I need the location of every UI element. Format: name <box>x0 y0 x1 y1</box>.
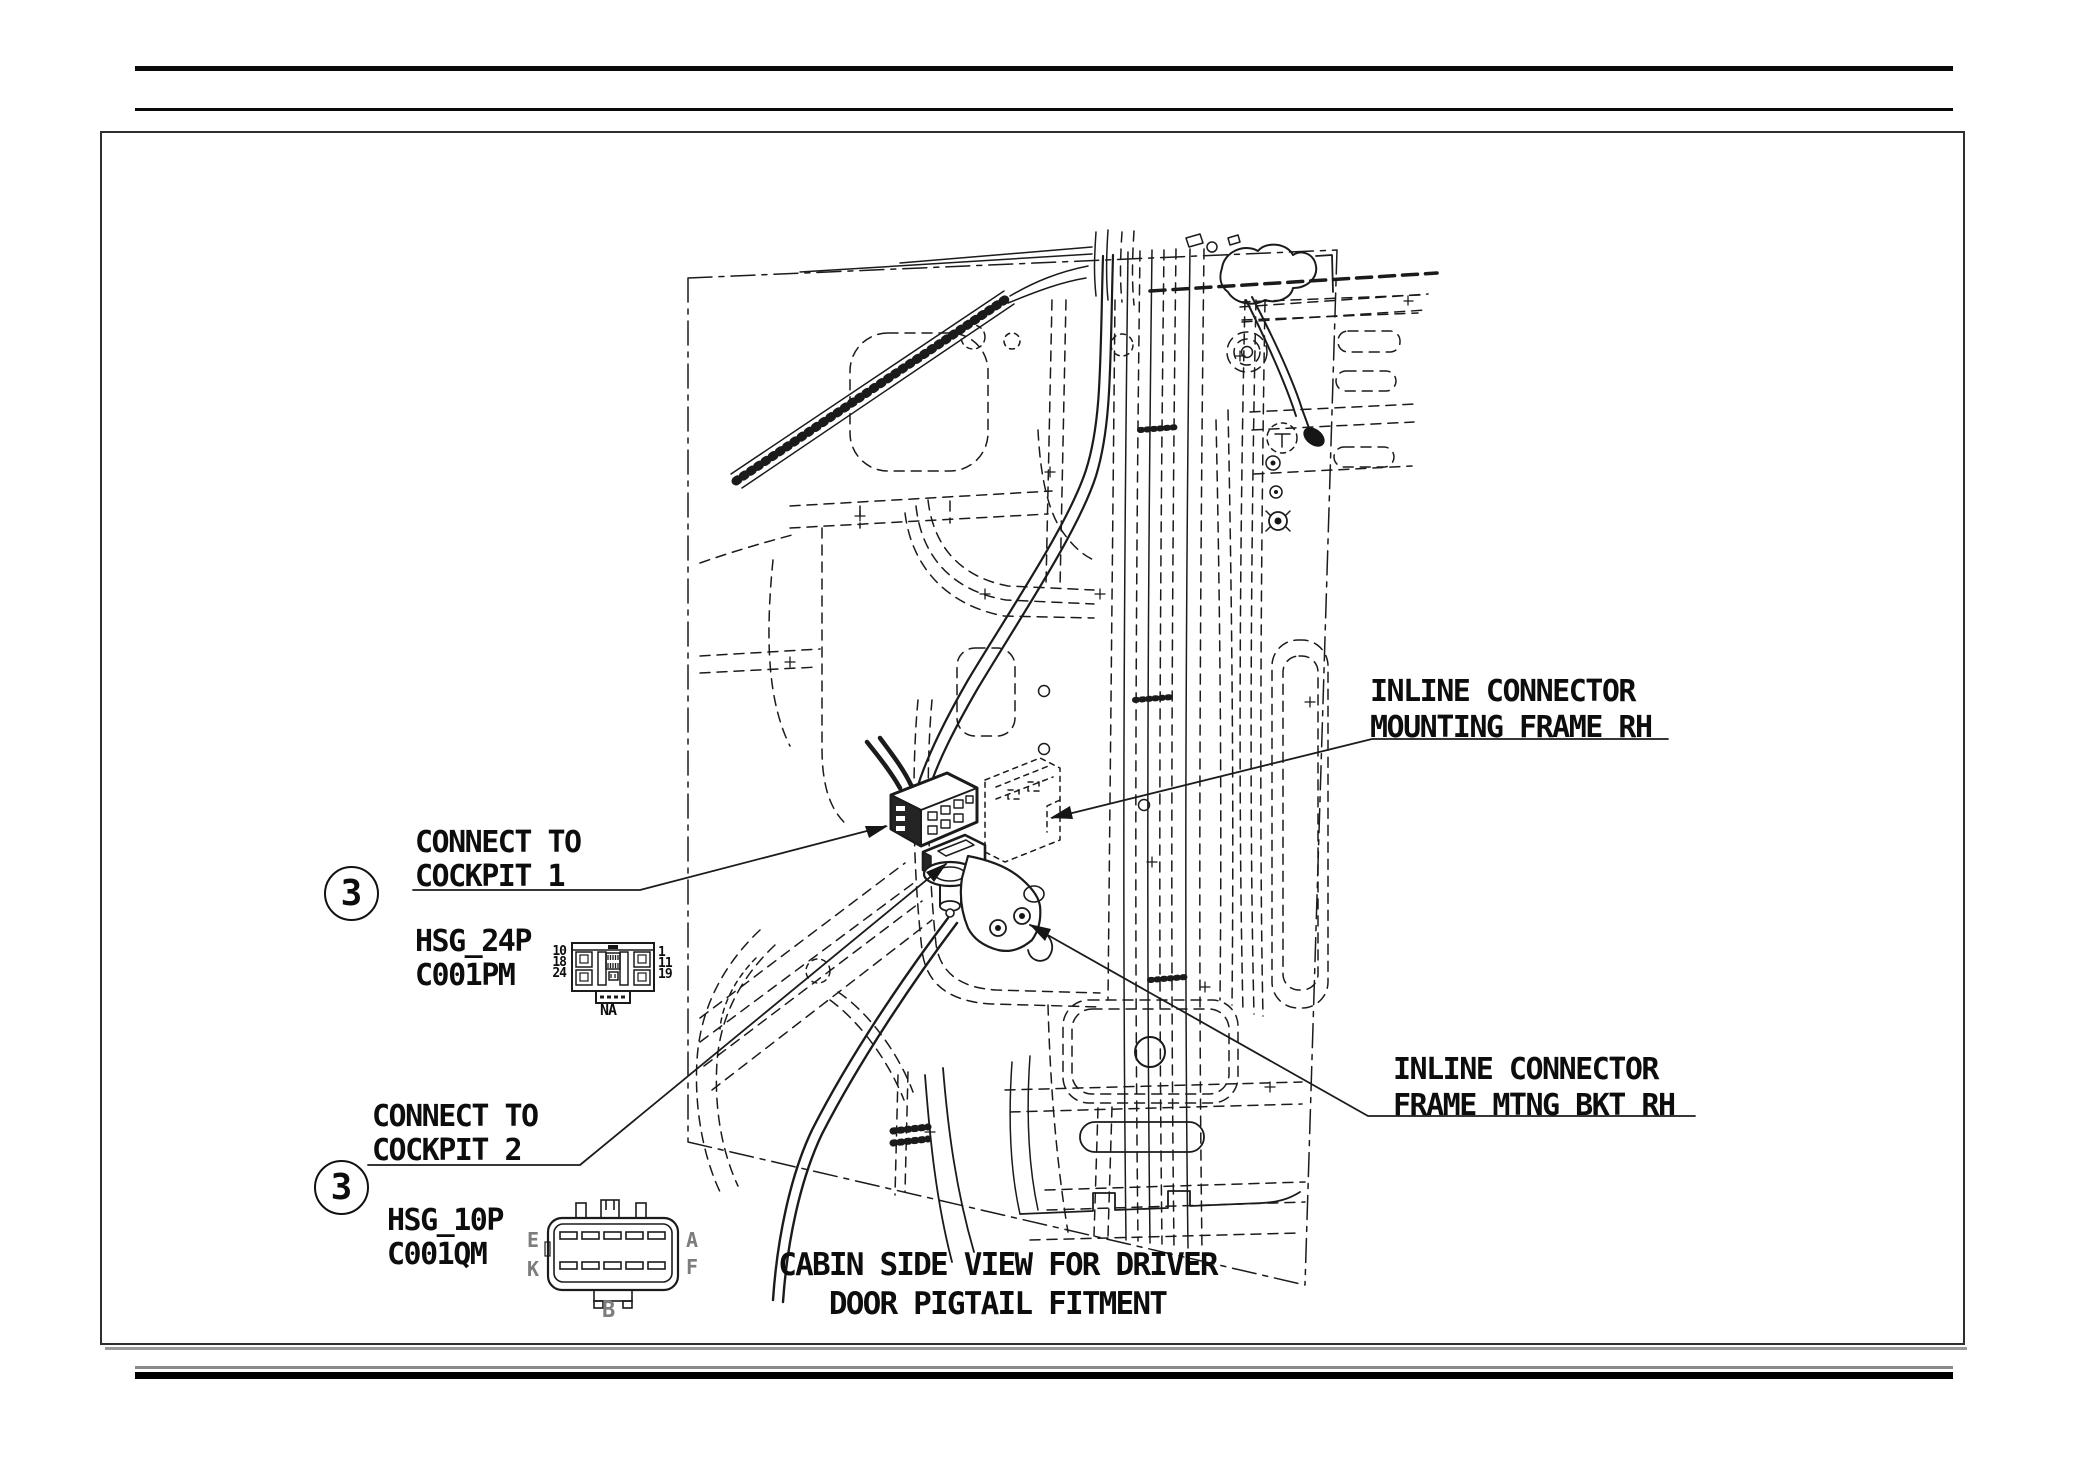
item-number-badge-1 <box>324 866 379 921</box>
centerline-ticks <box>785 296 1413 1137</box>
hinge-face-details <box>1216 295 1420 1016</box>
inline-connector-mounting-frame-label: INLINE CONNECTOR MOUNTING FRAME RH <box>1370 674 1652 745</box>
cavity-label-e: E <box>527 1228 540 1252</box>
arrowhead-cockpit1 <box>865 826 888 838</box>
arrowhead-mounting-frame <box>1050 806 1073 819</box>
fender-cowl-area <box>696 863 974 1262</box>
cockpit2-label: CONNECT TO COCKPIT 2 <box>372 1099 538 1168</box>
cockpit2-housing-label <box>387 1204 503 1272</box>
cockpit1-label: CONNECT TO COCKPIT 1 <box>415 825 581 894</box>
housing-name-10p: HSG_10P <box>387 1203 503 1238</box>
item-number-1: 3 <box>340 873 363 914</box>
housing-code-10p: C001QM <box>387 1237 487 1272</box>
cavity-label-b: B <box>602 1298 616 1323</box>
item-number-badge-2 <box>314 1160 369 1215</box>
door-check-strap <box>1220 245 1328 453</box>
pin-numbers-left: 10 18 24 <box>552 944 566 981</box>
cavity-label-a: A <box>686 1228 699 1252</box>
cockpit1-housing-label <box>415 925 531 993</box>
item-number-2: 3 <box>330 1167 353 1208</box>
cavity-label-f: F <box>686 1255 699 1279</box>
housing-code-24p: C001PM <box>415 958 515 993</box>
cavity-label-k: K <box>527 1257 540 1281</box>
icon-bottom-label-na: NA <box>600 1001 617 1019</box>
drawing-caption: CABIN SIDE VIEW FOR DRIVER DOOR PIGTAIL FITMENT <box>778 1247 1217 1322</box>
inline-connector-frame-bracket-label: INLINE CONNECTOR FRAME MTNG BKT RH <box>1393 1052 1675 1123</box>
leader-mounting-frame <box>1052 739 1668 818</box>
door-pigtail-connector-assembly <box>867 738 1060 961</box>
housing-name-24p: HSG_24P <box>415 924 531 959</box>
sill-area <box>1005 1000 1305 1240</box>
pin-numbers-right: 1 11 19 <box>658 945 672 982</box>
pillar-bands <box>1124 249 1204 1250</box>
window-frame-area <box>700 325 1133 826</box>
roof-rail-hatch <box>731 247 1092 488</box>
b-pillar-top <box>1095 230 1438 322</box>
